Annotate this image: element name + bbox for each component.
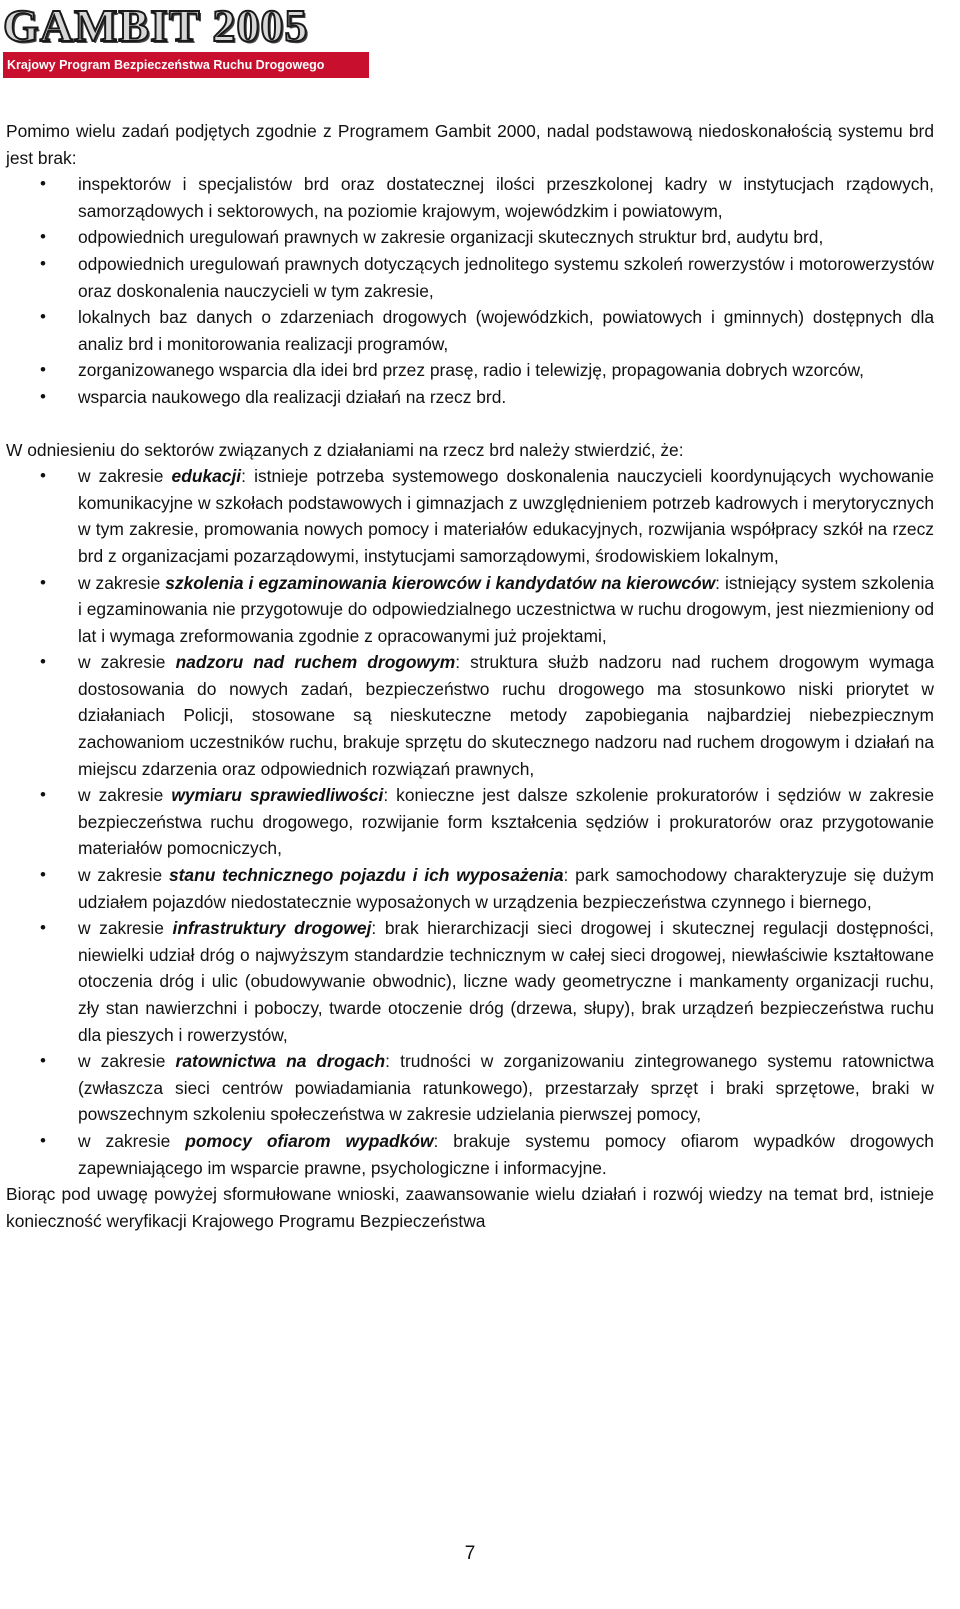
item-prefix: w zakresie <box>78 1130 186 1151</box>
item-text: : konieczne jest dalsze szkolenie prokuratorów i sędziów w zakresie bezpieczeństwa ruchu drogowego, rozwijanie form kształcenia sędziów i prokuratorów oraz przygotowanie materiałów pomocniczych, <box>78 785 934 859</box>
item-term: wymiaru sprawiedliwości <box>171 785 384 806</box>
list-item <box>6 570 934 650</box>
item-term: nadzoru nad ruchem drogowym <box>175 652 456 673</box>
list-item: • lokalnych baz danych o zdarzeniach drogowych (wojewódzkich, powiatowych i gminnych) dostępnych dla analiz brd i monitorowania realizacji programów, <box>6 304 934 357</box>
gambit-2005-logo <box>3 0 371 80</box>
item-prefix: w zakresie <box>78 865 169 886</box>
item-term: infrastruktury drogowej <box>172 918 372 939</box>
item-prefix: w zakresie <box>78 785 172 806</box>
list-item: • inspektorów i specjalistów brd oraz dostatecznej ilości przeszkolonej kadry w instytucjach rządowych, samorządowych i sektorowych, na poziomie krajowym, wojewódzkim i powiatowym, <box>6 171 934 224</box>
section2-list <box>6 463 934 1181</box>
item-text: : brakuje systemu pomocy ofiarom wypadków drogowych zapewniającego im wsparcie prawne, psychologiczne i informacyjne. <box>78 1130 934 1178</box>
page-number: 7 <box>464 1543 476 1564</box>
item-term: ratownictwa na drogach <box>175 1051 386 1072</box>
list-item: • zorganizowanego wsparcia dla idei brd przez prasę, radio i telewizję, propagowania dobrych wzorców, <box>6 357 934 384</box>
list-item <box>6 463 934 569</box>
item-text: : istnieje potrzeba systemowego doskonalenia nauczycieli koordynujących wychowanie komunikacyjne w szkołach podstawowych i gimnazjach z uwzględnieniem potrzeb kadrowych i merytorycznych w tym zakresie, promowania nowych pomocy i materiałów edukacyjnych, rozwijania współpracy szkół na rzecz brd z organizacjami pozarządowymi, instytucjami samorządowymi, środowiskiem lokalnym, <box>78 466 935 566</box>
list-item <box>6 782 934 862</box>
logo-wordmark: GAMBIT 2005 <box>3 0 309 51</box>
document-body <box>6 118 934 1234</box>
item-text: : istniejący system szkolenia i egzaminowania nie przygotowuje do odpowiedzialnego uczestnictwa w ruchu drogowym, jest niezmieniony od lat i wymaga zreformowania zgodnie z opracowanymi już projektami, <box>78 572 934 646</box>
item-text: : brak hierarchizacji sieci drogowej i skutecznej regulacji dostępności, niewielki udział dróg o najwyższym standardzie technicznym w całej sieci drogowej, niewłaściwie kształtowane otoczenia dróg i ulic (obudowywanie obwodnic), liczne wady geometryczne i mankamenty organizacji ruchu, zły stan nawierzchni i poboczy, twarde otoczenie dróg (drzewa, słupy), brak urządzeń bezpieczeństwa ruchu dla pieszych i rowerzystów, <box>78 918 934 1045</box>
logo-subtitle-bar: Krajowy Program Bezpieczeństwa Ruchu Drogowego <box>3 52 369 78</box>
list-item: • odpowiednich uregulowań prawnych dotyczących jednolitego systemu szkoleń rowerzystów i motorowerzystów oraz doskonalenia nauczycieli w tym zakresie, <box>6 251 934 304</box>
section1-intro: Pomimo wielu zadań podjętych zgodnie z Programem Gambit 2000, nadal podstawową niedoskonałością systemu brd jest brak: <box>6 121 934 168</box>
item-term: pomocy ofiarom wypadków <box>185 1130 434 1151</box>
list-item <box>6 915 934 1048</box>
section1-list <box>6 171 934 410</box>
item-prefix: w zakresie <box>78 918 173 939</box>
item-term: stanu technicznego pojazdu i ich wyposażenia <box>168 865 564 886</box>
item-term: szkolenia i egzaminowania kierowców i kandydatów na kierowców <box>165 572 716 593</box>
list-item <box>6 1048 934 1128</box>
item-prefix: w zakresie <box>78 466 172 487</box>
conclusion-paragraph: Biorąc pod uwagę powyżej sformułowane wnioski, zaawansowanie wielu działań i rozwój wiedzy na temat brd, istnieje konieczność weryfikacji Krajowego Programu Bezpieczeństwa <box>6 1184 934 1231</box>
list-item: • odpowiednich uregulowań prawnych w zakresie organizacji skutecznych struktur brd, audytu brd, <box>6 224 934 251</box>
item-text: : trudności w zorganizowaniu zintegrowanego systemu ratownictwa (zwłaszcza sieci centrów powiadamiania ratunkowego), przestarzały sprzęt i braki sprzętowe, braki w powszechnym szkoleniu społeczeństwa w zakresie udzielania pierwszej pomocy, <box>78 1051 934 1125</box>
item-text: : struktura służb nadzoru nad ruchem drogowym wymaga dostosowania do nowych zadań, bezpieczeństwo ruchu drogowego ma stosunkowo niski priorytet w działaniach Policji, stosowane są nieskuteczne metody zapobiegania najbardziej niebezpiecznym zachowaniom uczestników ruchu, brakuje sprzętu do skutecznego nadzoru nad ruchem drogowym i działań na miejscu zdarzenia oraz odpowiednich rozwiązań prawnych, <box>78 652 934 779</box>
list-item <box>6 1128 934 1181</box>
item-text: : park samochodowy charakteryzuje się dużym udziałem pojazdów niedostatecznie wyposażonych w urządzenia bezpieczeństwa czynnego i biernego, <box>78 865 934 912</box>
list-item <box>6 649 934 782</box>
item-prefix: w zakresie <box>78 572 166 593</box>
item-term: edukacji <box>171 466 242 487</box>
section2-intro: W odniesieniu do sektorów związanych z działaniami na rzecz brd należy stwierdzić, że: <box>6 439 684 460</box>
list-item <box>6 862 934 915</box>
item-prefix: w zakresie <box>78 1051 176 1072</box>
item-prefix: w zakresie <box>78 652 176 673</box>
paragraph-spacer <box>6 411 934 437</box>
list-item: • wsparcia naukowego dla realizacji działań na rzecz brd. <box>6 384 934 411</box>
